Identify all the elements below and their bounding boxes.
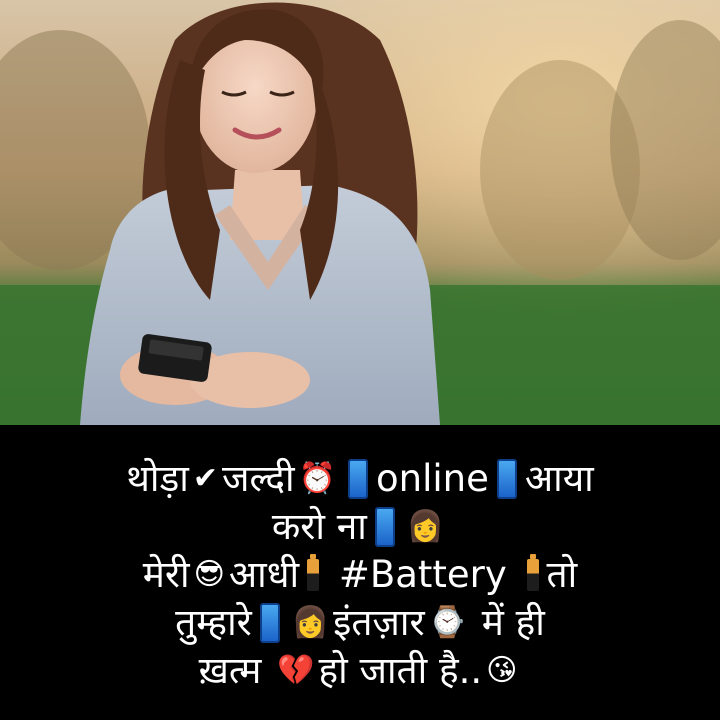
caption-text: हो जाती है.. — [318, 648, 483, 692]
mobile-phone-icon — [375, 507, 395, 547]
caption-text: आया — [524, 456, 594, 500]
caption-text: तो — [546, 552, 578, 596]
caption-text: आधी — [228, 552, 300, 596]
caption-text: जल्दी — [222, 456, 295, 500]
caption-text: थोड़ा — [126, 456, 189, 500]
caption-line-1 — [126, 455, 593, 503]
sunglasses-face-icon: 😎 — [193, 556, 225, 592]
alarm-clock-icon: ⏰ — [298, 460, 336, 496]
caption-text: online — [376, 456, 489, 500]
caption-text: करो ना — [271, 504, 367, 548]
kissing-face-icon: 😘 — [486, 652, 518, 688]
battery-icon — [527, 559, 539, 591]
watch-icon: ⌚ — [428, 604, 466, 640]
mobile-phone-icon — [348, 459, 368, 499]
caption-text: #Battery — [327, 552, 519, 596]
girl-icon: 👩 — [406, 508, 445, 544]
caption-text: मेरी — [142, 552, 190, 596]
caption-line-4 — [175, 599, 545, 647]
caption-line-5 — [199, 647, 522, 695]
mobile-phone-icon — [497, 459, 517, 499]
caption-text: ख़त्म — [198, 648, 274, 692]
caption-line-2 — [272, 503, 448, 551]
caption-line-3 — [143, 551, 577, 599]
caption-text: इंतज़ार — [333, 600, 425, 644]
caption-text: में ही — [469, 600, 545, 644]
check-mark-icon: ✔ — [192, 460, 218, 496]
battery-icon — [307, 559, 319, 591]
caption-text: तुम्हारे — [175, 600, 252, 644]
caption — [0, 425, 720, 720]
broken-heart-icon: 💔 — [277, 652, 315, 688]
mobile-phone-icon — [260, 603, 280, 643]
girl-icon: 👩 — [291, 604, 330, 640]
